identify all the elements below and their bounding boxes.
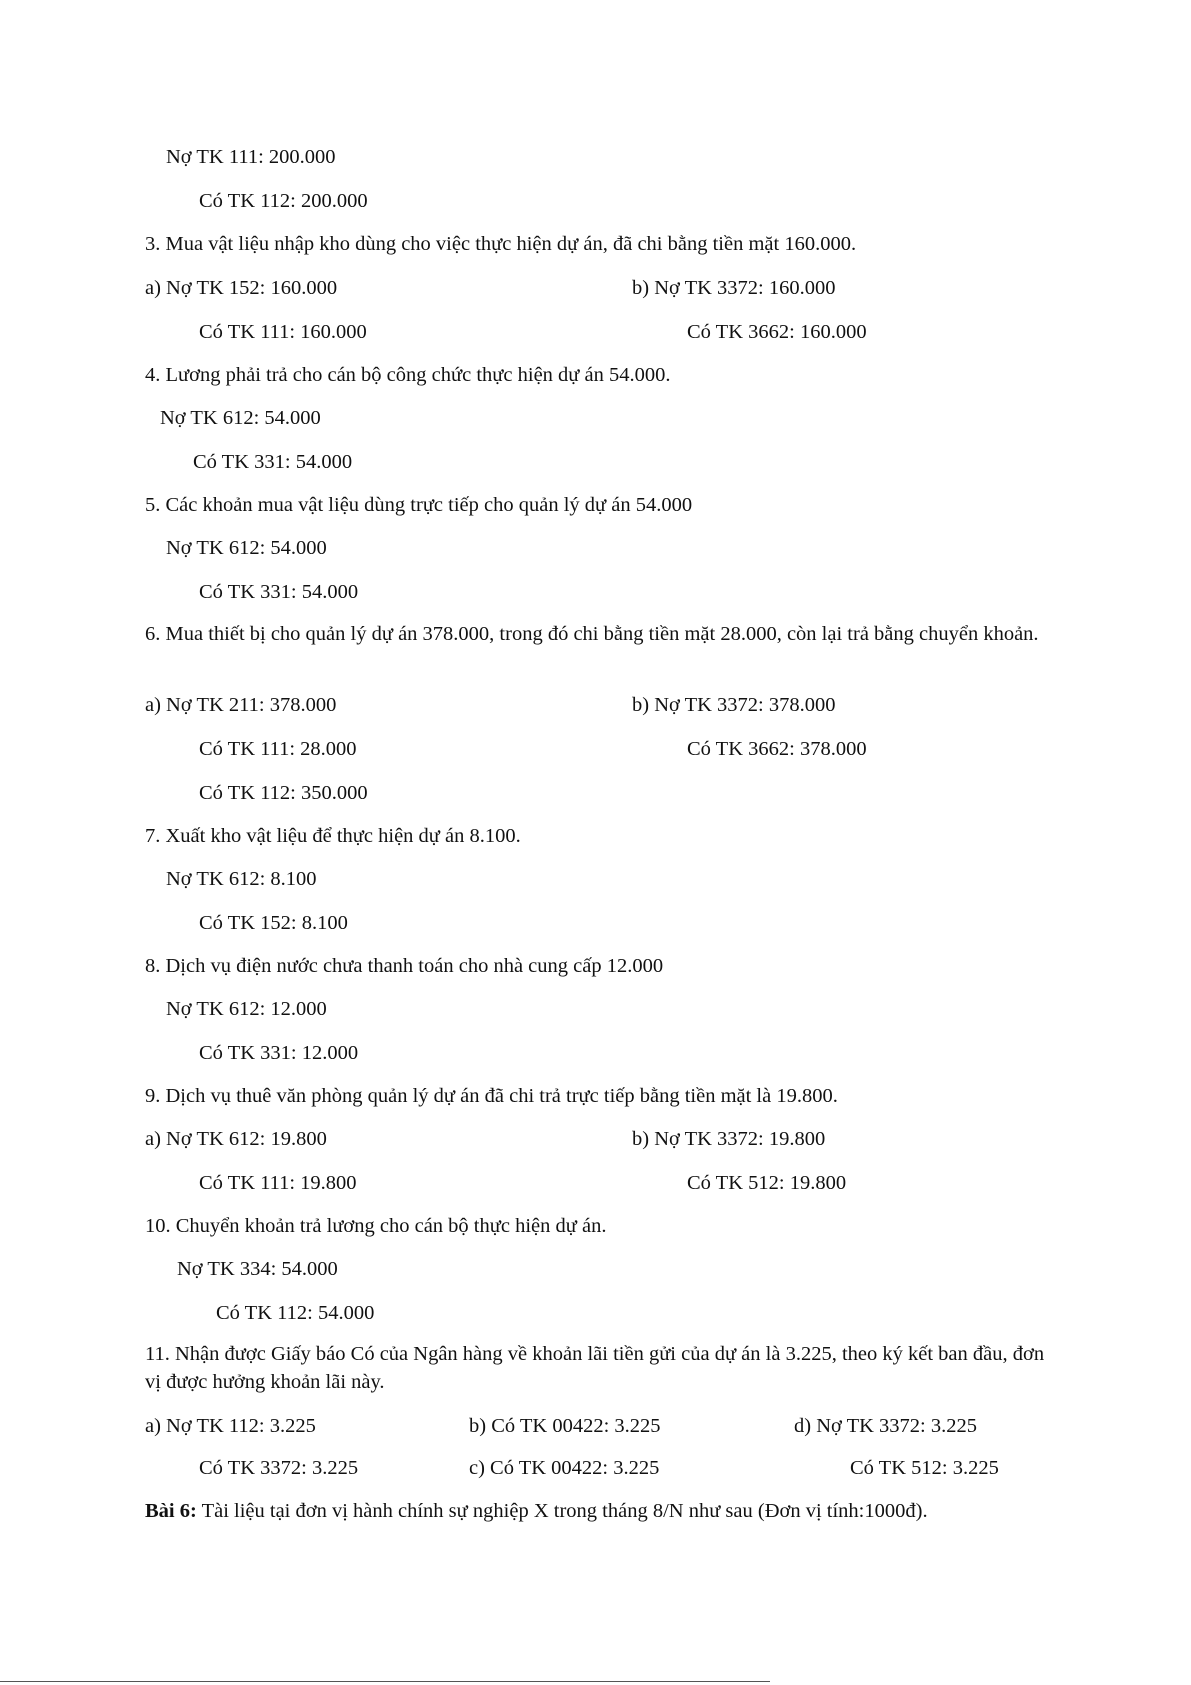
exercise-6-text: Tài liệu tại đơn vị hành chính sự nghiệp X trong tháng 8/N như sau (Đơn vị tính:1000đ). xyxy=(196,1500,928,1522)
item-6-description: 6. Mua thiết bị cho quản lý dự án 378.000, trong đó chi bằng tiền mặt 28.000, còn lại trả bằng chuyển khoản. xyxy=(145,623,1039,645)
item-11-entry-b: b) Có TK 00422: 3.225 xyxy=(469,1415,661,1437)
item-3-entry-b-credit: Có TK 3662: 160.000 xyxy=(687,321,867,343)
item-10-description: 10. Chuyển khoản trả lương cho cán bộ thực hiện dự án. xyxy=(145,1215,607,1237)
item-3-entry-b-debit: b) Nợ TK 3372: 160.000 xyxy=(632,277,836,299)
item-11-description: 11. Nhận được Giấy báo Có của Ngân hàng về khoản lãi tiền gửi của dự án là 3.225, theo ký kết ban đầu, đơn vị được hưởng khoản lãi này. xyxy=(145,1343,1045,1393)
item-9-entry-b-credit: Có TK 512: 19.800 xyxy=(687,1172,847,1194)
item-11-entry-c: c) Có TK 00422: 3.225 xyxy=(469,1457,660,1479)
item-3-entry-a-debit: a) Nợ TK 152: 160.000 xyxy=(145,277,338,299)
item-4-description: 4. Lương phải trả cho cán bộ công chức thực hiện dự án 54.000. xyxy=(145,364,671,386)
item-4-credit: Có TK 331: 54.000 xyxy=(193,451,353,473)
item-9-entry-a-debit: a) Nợ TK 612: 19.800 xyxy=(145,1128,327,1150)
item-11-entry-d-debit: d) Nợ TK 3372: 3.225 xyxy=(794,1415,977,1437)
item-9-description: 9. Dịch vụ thuê văn phòng quản lý dự án đã chi trả trực tiếp bằng tiền mặt là 19.800. xyxy=(145,1085,838,1107)
item-4-debit: Nợ TK 612: 54.000 xyxy=(160,407,321,429)
item-8-description: 8. Dịch vụ điện nước chưa thanh toán cho nhà cung cấp 12.000 xyxy=(145,955,664,977)
item-8-credit: Có TK 331: 12.000 xyxy=(199,1042,359,1064)
item-9-entry-a-credit: Có TK 111: 19.800 xyxy=(199,1172,357,1194)
item-6-entry-a-debit: a) Nợ TK 211: 378.000 xyxy=(145,694,337,716)
item-6-entry-b-debit: b) Nợ TK 3372: 378.000 xyxy=(632,694,836,716)
item-8-debit: Nợ TK 612: 12.000 xyxy=(166,998,327,1020)
item-11-entry-a-credit: Có TK 3372: 3.225 xyxy=(199,1457,359,1479)
item-6-entry-a-credit-112: Có TK 112: 350.000 xyxy=(199,782,368,804)
entry-credit-112: Có TK 112: 200.000 xyxy=(199,190,368,212)
exercise-6-label: Bài 6: xyxy=(145,1500,197,1522)
exercise-6-heading xyxy=(145,1498,928,1525)
item-7-credit: Có TK 152: 8.100 xyxy=(199,912,348,934)
item-9-entry-b-debit: b) Nợ TK 3372: 19.800 xyxy=(632,1128,826,1150)
item-6-entry-a-credit-111: Có TK 111: 28.000 xyxy=(199,738,357,760)
item-10-debit: Nợ TK 334: 54.000 xyxy=(177,1258,338,1280)
item-11-entry-a-debit: a) Nợ TK 112: 3.225 xyxy=(145,1415,316,1437)
item-5-credit: Có TK 331: 54.000 xyxy=(199,581,359,603)
item-7-description: 7. Xuất kho vật liệu để thực hiện dự án 8.100. xyxy=(145,825,521,847)
item-5-debit: Nợ TK 612: 54.000 xyxy=(166,537,327,559)
item-6-entry-b-credit: Có TK 3662: 378.000 xyxy=(687,738,867,760)
item-7-debit: Nợ TK 612: 8.100 xyxy=(166,868,317,890)
item-10-credit: Có TK 112: 54.000 xyxy=(216,1302,375,1324)
bottom-divider xyxy=(0,1681,770,1682)
entry-debit-111: Nợ TK 111: 200.000 xyxy=(166,146,336,168)
item-3-description: 3. Mua vật liệu nhập kho dùng cho việc thực hiện dự án, đã chi bằng tiền mặt 160.000. xyxy=(145,233,857,255)
item-11-entry-d-credit: Có TK 512: 3.225 xyxy=(850,1457,999,1479)
item-3-entry-a-credit: Có TK 111: 160.000 xyxy=(199,321,367,343)
item-5-description: 5. Các khoản mua vật liệu dùng trực tiếp cho quản lý dự án 54.000 xyxy=(145,494,693,516)
